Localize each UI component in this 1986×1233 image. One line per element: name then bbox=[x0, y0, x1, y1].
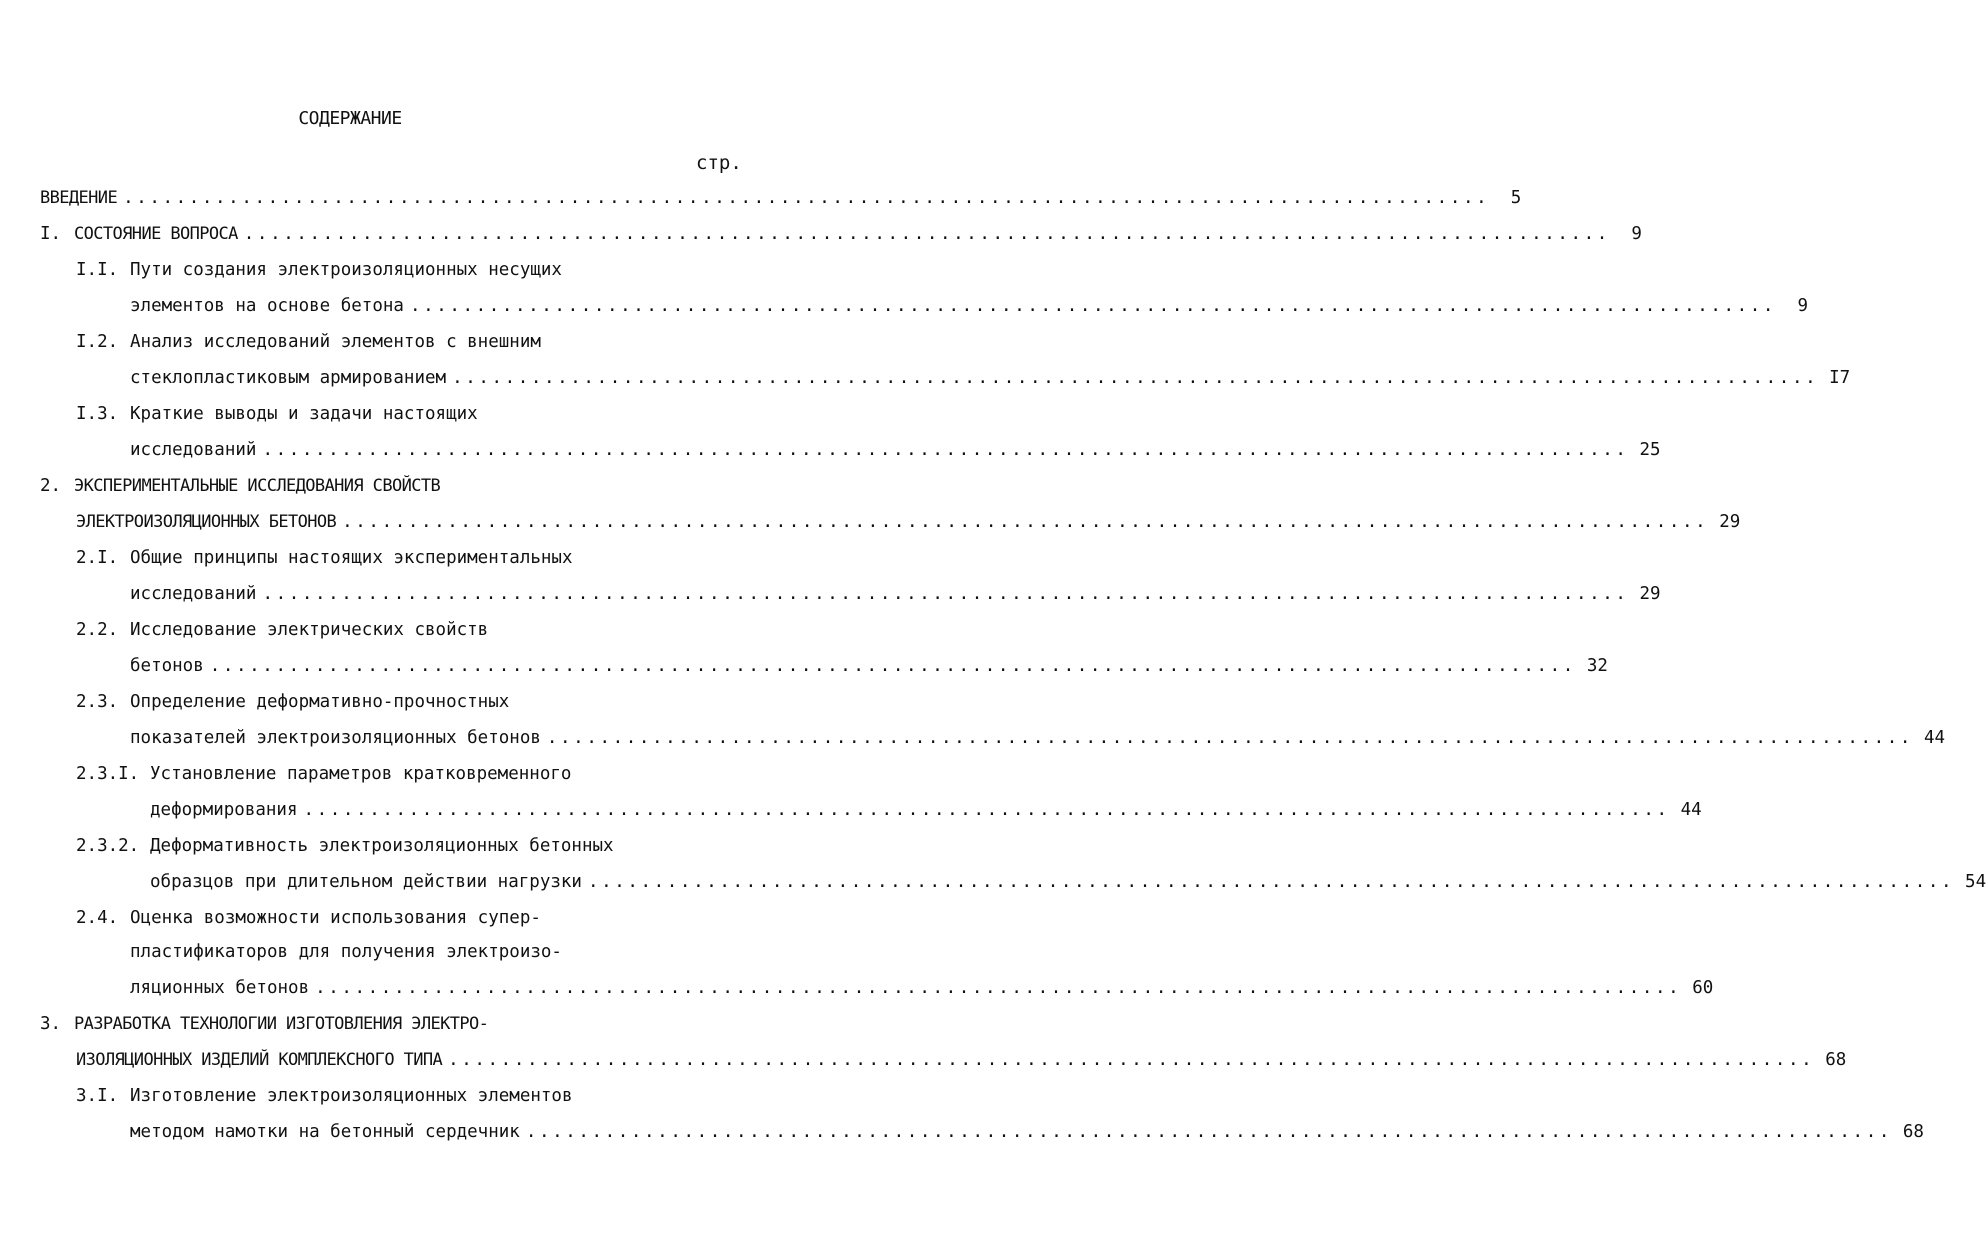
toc-entry[interactable] bbox=[130, 368, 1851, 396]
toc-entry-number: I.3. bbox=[76, 404, 119, 424]
toc-entry[interactable] bbox=[76, 692, 720, 720]
toc-entry[interactable] bbox=[76, 260, 720, 288]
toc-entry-text: Установление параметров кратковременного bbox=[150, 764, 572, 784]
toc-leader-dots: ........................................................................................................ bbox=[587, 872, 1955, 892]
toc-entry-number: I.I. bbox=[76, 260, 119, 280]
toc-entry[interactable] bbox=[130, 728, 1946, 756]
toc-entry[interactable] bbox=[40, 224, 1642, 252]
toc-entry[interactable] bbox=[150, 872, 1986, 900]
toc-entry-text: Изготовление электроизоляционных элементов bbox=[130, 1086, 573, 1106]
page-title: СОДЕРЖАНИЕ bbox=[298, 108, 402, 129]
toc-leader-dots: ........................................................................................................ bbox=[342, 512, 1709, 532]
toc-entry-text: ЭЛЕКТРОИЗОЛЯЦИОННЫХ БЕТОНОВ bbox=[76, 512, 337, 532]
toc-entry-text: Общие принципы настоящих экспериментальных bbox=[130, 548, 573, 568]
toc-entry-number: I. bbox=[40, 224, 62, 244]
toc-entry-page: 44 bbox=[1923, 728, 1946, 748]
page-column-label: стр. bbox=[696, 152, 742, 174]
toc-entry-number: 2.3.I. bbox=[76, 764, 140, 784]
toc-entry[interactable] bbox=[76, 512, 1741, 540]
toc-entry[interactable] bbox=[150, 800, 1702, 828]
toc-entry-text: методом намотки на бетонный сердечник bbox=[130, 1122, 520, 1142]
toc-entry-text: ВВЕДЕНИЕ bbox=[40, 188, 118, 208]
toc-entry-text: СОСТОЯНИЕ ВОПРОСА bbox=[74, 224, 238, 244]
toc-entry-text: элементов на основе бетона bbox=[130, 296, 404, 316]
toc-entry-page: 9 bbox=[1631, 224, 1642, 244]
toc-entry-text: Оценка возможности использования супер- bbox=[130, 908, 541, 928]
toc-entry-page: 68 bbox=[1902, 1122, 1924, 1142]
toc-entry-text: исследований bbox=[130, 440, 257, 460]
toc-entry-text: исследований bbox=[130, 584, 257, 604]
toc-leader-dots: ........................................................................................................ bbox=[243, 224, 1610, 244]
toc-entry-page: 54 bbox=[1965, 872, 1986, 892]
toc-entry[interactable] bbox=[40, 1014, 720, 1042]
toc-entry-page: 29 bbox=[1639, 584, 1661, 604]
toc-entry-number: I.2. bbox=[76, 332, 119, 352]
toc-entry[interactable] bbox=[130, 978, 1714, 1006]
toc-entry[interactable] bbox=[76, 764, 720, 792]
toc-entry-number: 2. bbox=[40, 476, 62, 496]
toc-entry-number: 2.4. bbox=[76, 908, 119, 928]
toc-entry-text: деформирования bbox=[150, 800, 298, 820]
toc-leader-dots: ........................................................................................................ bbox=[452, 368, 1819, 388]
toc-entry[interactable] bbox=[76, 620, 720, 648]
toc-entry-text: Пути создания электроизоляционных несущих bbox=[130, 260, 562, 280]
toc-leader-dots: ........................................................................................................ bbox=[315, 978, 1682, 998]
toc-entry-page: I7 bbox=[1829, 368, 1851, 388]
toc-entry-page: 60 bbox=[1692, 978, 1714, 998]
toc-entry-page: 32 bbox=[1586, 656, 1608, 676]
toc-entry-page: 29 bbox=[1719, 512, 1741, 532]
toc-leader-dots: ........................................................................................................ bbox=[209, 656, 1576, 676]
toc-leader-dots: ........................................................................................................ bbox=[303, 800, 1670, 820]
toc-leader-dots: ........................................................................................................ bbox=[525, 1122, 1892, 1142]
toc-entry[interactable] bbox=[76, 1050, 1847, 1078]
toc-entry-text: показателей электроизоляционных бетонов bbox=[130, 728, 541, 748]
toc-entry-page: 25 bbox=[1639, 440, 1661, 460]
toc-entry-number: 3.I. bbox=[76, 1086, 119, 1106]
toc-entry-number: 3. bbox=[40, 1014, 62, 1034]
toc-entry[interactable] bbox=[40, 476, 720, 504]
toc-entry-text: ИЗОЛЯЦИОННЫХ ИЗДЕЛИЙ КОМПЛЕКСНОГО ТИПА bbox=[76, 1050, 443, 1070]
toc-leader-dots: ........................................................................................................ bbox=[409, 296, 1777, 316]
toc-entry-text: бетонов bbox=[130, 656, 204, 676]
toc-entry-page: 5 bbox=[1510, 188, 1522, 208]
toc-entry[interactable] bbox=[130, 440, 1661, 468]
toc-entry[interactable] bbox=[130, 656, 1608, 684]
toc-entry-page: 68 bbox=[1825, 1050, 1847, 1070]
toc-entry[interactable] bbox=[130, 1122, 1924, 1150]
toc-entry[interactable] bbox=[76, 908, 720, 936]
toc-leader-dots: ........................................................................................................ bbox=[546, 728, 1914, 748]
toc-entry[interactable] bbox=[130, 296, 1809, 324]
toc-entry[interactable] bbox=[76, 332, 720, 360]
toc-entry-text: Деформативность электроизоляционных бетонных bbox=[150, 836, 614, 856]
toc-entry[interactable] bbox=[130, 584, 1661, 612]
toc-entry[interactable] bbox=[76, 836, 720, 864]
toc-entry-text: стеклопластиковым армированием bbox=[130, 368, 447, 388]
toc-leader-dots: ........................................................................................................ bbox=[448, 1050, 1815, 1070]
toc-entry-text: Краткие выводы и задачи настоящих bbox=[130, 404, 478, 424]
toc-entry[interactable] bbox=[76, 404, 720, 432]
toc-entry-text: РАЗРАБОТКА ТЕХНОЛОГИИ ИЗГОТОВЛЕНИЯ ЭЛЕКТРО- bbox=[74, 1014, 489, 1034]
toc-entry-text: Исследование электрических свойств bbox=[130, 620, 489, 640]
toc-entry-text: Анализ исследований элементов с внешним bbox=[130, 332, 541, 352]
toc-entry-text: Определение деформативно-прочностных bbox=[130, 692, 510, 712]
toc-entry[interactable] bbox=[130, 942, 720, 970]
toc-entry-text: ЭКСПЕРИМЕНТАЛЬНЫЕ ИССЛЕДОВАНИЯ СВОЙСТВ bbox=[74, 476, 441, 496]
toc-entry-number: 2.2. bbox=[76, 620, 119, 640]
toc-leader-dots: ........................................................................................................ bbox=[262, 440, 1629, 460]
toc-entry-number: 2.3.2. bbox=[76, 836, 140, 856]
toc-entry[interactable] bbox=[40, 188, 1522, 216]
toc-entry-page: 9 bbox=[1797, 296, 1809, 316]
toc-entry-number: 2.3. bbox=[76, 692, 119, 712]
toc-entry-number: 2.I. bbox=[76, 548, 119, 568]
toc-leader-dots: ........................................................................................................ bbox=[123, 188, 1490, 208]
toc-entry-text: образцов при длительном действии нагрузки bbox=[150, 872, 582, 892]
toc-leader-dots: ........................................................................................................ bbox=[262, 584, 1629, 604]
toc-entry-page: 44 bbox=[1680, 800, 1702, 820]
toc-entry-text: ляционных бетонов bbox=[130, 978, 310, 998]
toc-entry-text: пластификаторов для получения электроизо- bbox=[130, 942, 562, 962]
toc-entry[interactable] bbox=[76, 548, 720, 576]
toc-entry[interactable] bbox=[76, 1086, 720, 1114]
